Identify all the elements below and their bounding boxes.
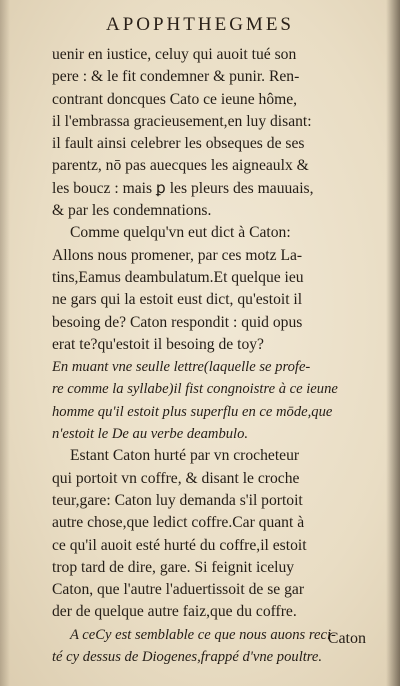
italic-note-line: A ceCy est semblable ce que nous auons reci- [70, 626, 336, 643]
text-line: der de quelque autre faiz,que du coffre. [52, 603, 297, 621]
text-line: autre chose,que ledict coffre.Car quant à [52, 514, 305, 532]
text-line: & par les condemnations. [52, 202, 212, 220]
text-line: trop tard de dire, gare. Si feignit iceluy [52, 558, 295, 576]
text-line: Caton, que l'autre l'aduertissoit de se gar [52, 581, 305, 599]
italic-note-line: té cy dessus de Diogenes,frappé d'vne poultre. [52, 649, 323, 666]
body-text [52, 44, 380, 668]
text-line: Comme quelqu'vn eut dict à Caton: [70, 224, 291, 242]
text-line: ne gars qui la estoit eust dict, qu'estoit il [52, 291, 303, 309]
page-edge-shadow [0, 0, 10, 686]
catchword: Caton [327, 630, 366, 647]
italic-note-line: n'estoit le De au verbe deambulo. [52, 426, 249, 443]
text-line: il l'embrassa gracieusement,en luy disant: [52, 112, 312, 130]
text-line: teur,gare: Caton luy demanda s'il portoit [52, 491, 303, 509]
text-line: parentz, nō pas auecques les aigneaulx & [52, 157, 309, 175]
running-head: APOPHTHEGMES [105, 14, 295, 35]
text-line: pere : & le fit condemner & punir. Ren- [52, 68, 300, 86]
text-line: Estant Caton hurté par vn crocheteur [70, 447, 300, 465]
text-line: les boucz : mais ꝑ les pleurs des mauuais, [52, 179, 314, 197]
text-line: il fault ainsi celebrer les obseques de ses [52, 135, 305, 153]
text-line: Allons nous promener, par ces motz La- [52, 246, 303, 264]
gutter-shadow [386, 0, 400, 686]
italic-note-line: En muant vne seulle lettre(laquelle se profe- [52, 359, 311, 376]
text-line: uenir en iustice, celuy qui auoit tué son [52, 46, 297, 63]
text-line: contrant doncques Cato ce ieune hôme, [52, 90, 298, 108]
text-line: besoing de? Caton respondit : quid opus [52, 313, 303, 331]
text-line: erat te?qu'estoit il besoing de toy? [52, 335, 264, 353]
text-line: tins,Eamus deambulatum.Et quelque ieu [52, 268, 304, 286]
text-line: ce qu'il auoit esté hurté du coffre,il estoit [52, 536, 307, 554]
italic-note-line: homme qu'il estoit plus superflu en ce mōde,que [52, 403, 333, 420]
italic-note-line: re comme la syllabe)il fist congnoistre à ce ieune [52, 381, 338, 398]
text-line: qui portoit vn coffre, & disant le croche [52, 469, 300, 487]
